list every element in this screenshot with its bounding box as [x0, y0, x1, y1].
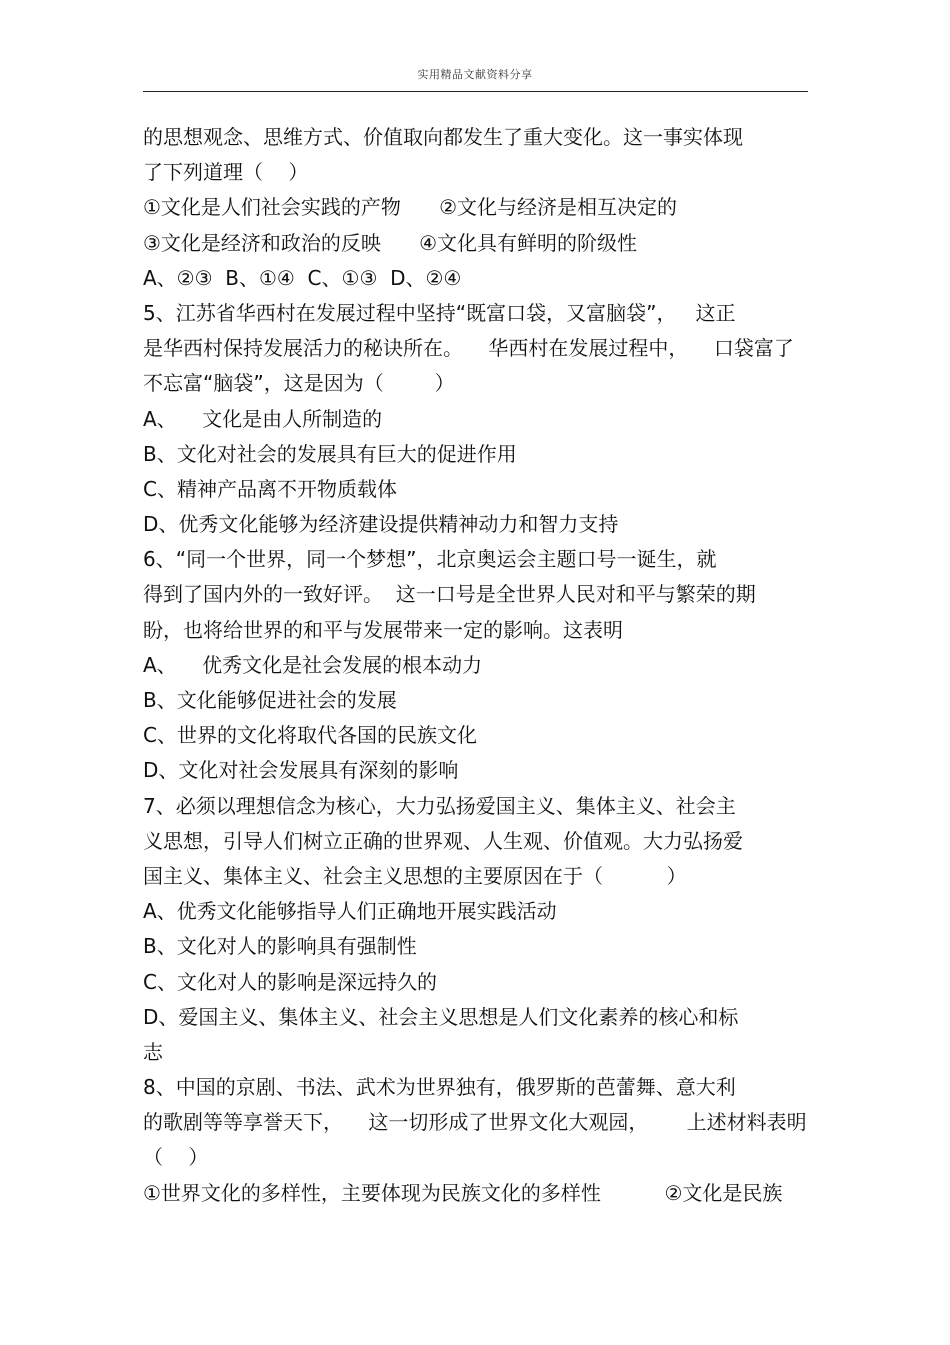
text-line: 国主义、集体主义、社会主义思想的主要原因在于（ ）: [143, 863, 687, 888]
question-8-line: 8、中国的京剧、书法、武术为世界独有，俄罗斯的芭蕾舞、意大利: [143, 1075, 736, 1100]
question-7-line: 7、必须以理想信念为核心，大力弘扬爱国主义、集体主义、社会主: [143, 793, 736, 818]
option-line: C、文化对人的影响是深远持久的: [143, 969, 437, 994]
text-line: ③文化是经济和政治的反映 ④文化具有鲜明的阶级性: [143, 230, 638, 255]
text-line: ①文化是人们社会实践的产物 ②文化与经济是相互决定的: [143, 195, 678, 220]
option-line: B、文化对人的影响具有强制性: [143, 934, 417, 959]
text-line: ①世界文化的多样性，主要体现为民族文化的多样性 ②文化是民族: [143, 1180, 783, 1205]
header-divider: [143, 91, 808, 92]
option-line: B、文化能够促进社会的发展: [143, 688, 397, 712]
option-line: C、精神产品离不开物质载体: [143, 476, 397, 501]
text-line: 义思想，引导人们树立正确的世界观、人生观、价值观。大力弘扬爱: [143, 828, 743, 853]
document-body: [143, 120, 808, 1211]
option-line: D、文化对社会发展具有深刻的影响: [143, 758, 459, 783]
text-line: 了下列道理（ ）: [143, 160, 309, 185]
question-6-line: 6、“同一个世界，同一个梦想”，北京奥运会主题口号一诞生，就: [143, 547, 717, 572]
option-line: A、 优秀文化是社会发展的根本动力: [143, 652, 483, 677]
text-line: （ ）: [143, 1145, 209, 1170]
option-line: A、 文化是由人所制造的: [143, 406, 383, 431]
option-line: C、世界的文化将取代各国的民族文化: [143, 723, 477, 748]
text-line: 不忘富“脑袋”，这是因为（ ）: [143, 371, 455, 396]
option-line: D、优秀文化能够为经济建设提供精神动力和智力支持: [143, 512, 619, 537]
text-line: 的歌剧等等享誉天下， 这一切形成了世界文化大观园， 上述材料表明: [143, 1110, 807, 1135]
page-header: 实用精品文献资料分享: [417, 68, 533, 81]
option-line: B、文化对社会的发展具有巨大的促进作用: [143, 441, 517, 466]
option-line: A、优秀文化能够指导人们正确地开展实践活动: [143, 899, 557, 924]
text-line: 盼，也将给世界的和平与发展带来一定的影响。这表明: [143, 617, 623, 642]
text-line: 是华西村保持发展活力的秘诀所在。 华西村在发展过程中， 口袋富了: [143, 336, 794, 361]
text-line: 志: [143, 1039, 163, 1064]
text-line: A、②③ B、①④ C、①③ D、②④: [143, 265, 462, 290]
question-5-line: 5、江苏省华西村在发展过程中坚持“既富口袋，又富脑袋”， 这正: [143, 300, 736, 325]
text-line: 的思想观念、思维方式、价值取向都发生了重大变化。这一事实体现: [143, 125, 743, 149]
option-line: D、爱国主义、集体主义、社会主义思想是人们文化素养的核心和标: [143, 1004, 739, 1029]
text-line: 得到了国内外的一致好评。 这一口号是全世界人民对和平与繁荣的期: [143, 582, 756, 607]
